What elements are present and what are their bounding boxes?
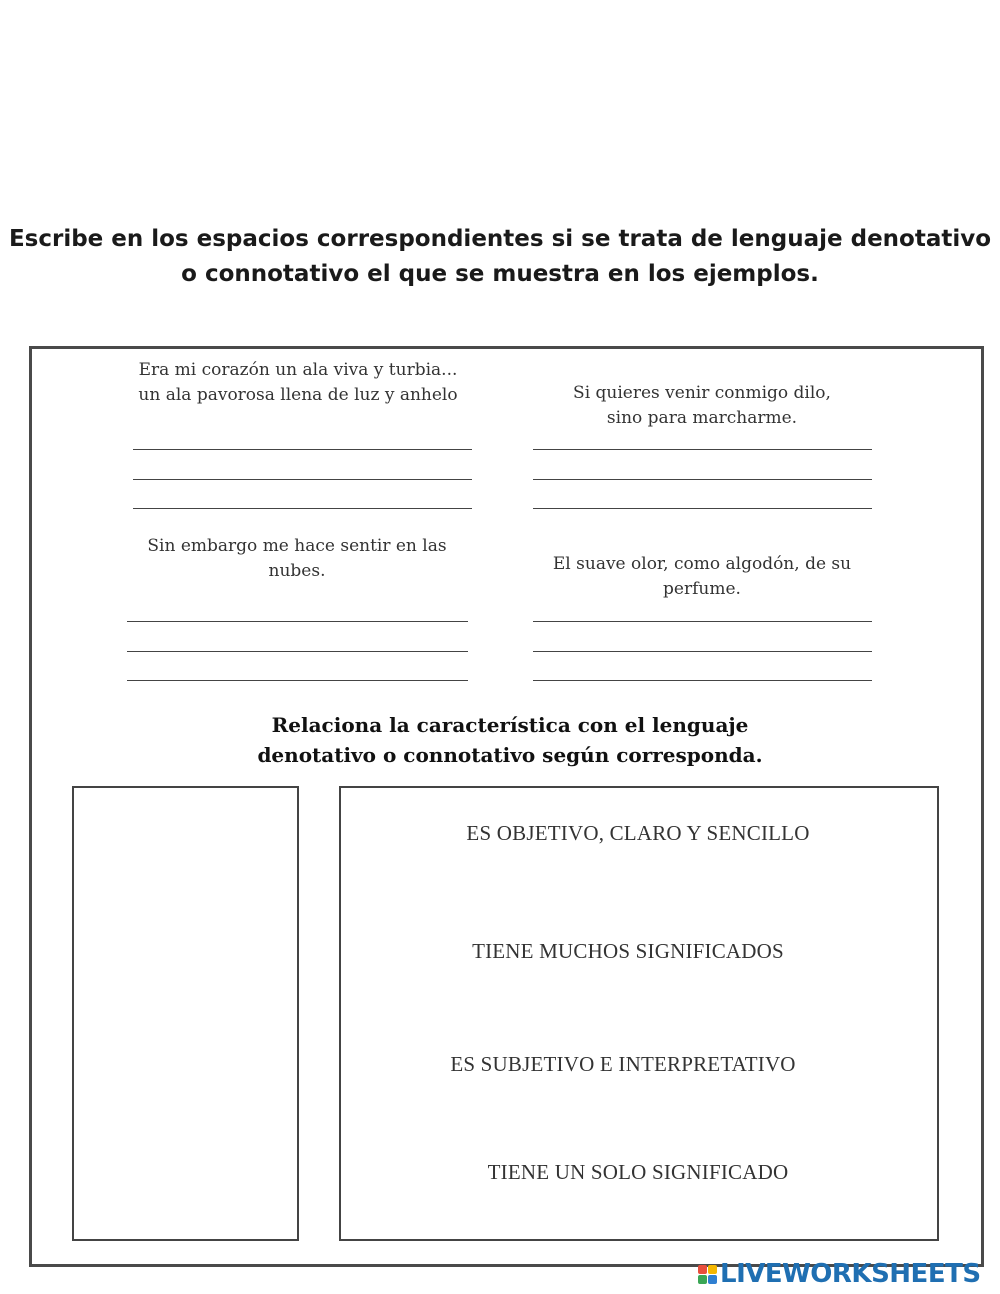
answer-line-4b[interactable] (533, 651, 872, 652)
instruction-line-2: o connotativo el que se muestra en los ejemplos. (181, 261, 819, 287)
answer-drop-box[interactable] (72, 786, 299, 1241)
match-instruction-line-1: Relaciona la característica con el lenguaje (271, 713, 749, 737)
answer-line-4a[interactable] (533, 621, 872, 622)
answer-line-1b[interactable] (133, 479, 472, 480)
example-2-line-2: sino para marcharme. (606, 408, 798, 428)
example-4-line-2: perfume. (663, 579, 741, 599)
example-1 (100, 358, 496, 408)
example-4 (520, 552, 884, 602)
instruction-line-1: Escribe en los espacios correspondientes si se trata de lenguaje denotativo (8, 226, 992, 252)
example-3-line-2: nubes. (268, 561, 326, 581)
match-instruction-line-2: denotativo o connotativo según corresponda. (257, 743, 763, 767)
example-1-line-1: Era mi corazón un ala viva y turbia... (138, 360, 458, 380)
answer-line-2b[interactable] (533, 479, 872, 480)
instruction-text (0, 222, 1000, 292)
answer-line-1c[interactable] (133, 508, 472, 509)
characteristic-item[interactable]: TIENE MUCHOS SIGNIFICADOS (472, 939, 784, 963)
characteristic-item[interactable]: ES OBJETIVO, CLARO Y SENCILLO (466, 821, 810, 845)
characteristic-item[interactable]: TIENE UN SOLO SIGNIFICADO (487, 1160, 789, 1184)
answer-line-4c[interactable] (533, 680, 872, 681)
answer-line-1a[interactable] (133, 449, 472, 450)
liveworksheets-logo-icon (698, 1265, 717, 1284)
example-3 (110, 534, 484, 584)
answer-line-3a[interactable] (127, 621, 468, 622)
example-1-line-2: un ala pavorosa llena de luz y anhelo (138, 385, 458, 405)
answer-line-2a[interactable] (533, 449, 872, 450)
example-2 (520, 381, 884, 431)
liveworksheets-logo (698, 1259, 981, 1289)
characteristic-item[interactable]: ES SUBJETIVO E INTERPRETATIVO (450, 1052, 796, 1076)
answer-line-2c[interactable] (533, 508, 872, 509)
example-4-line-1: El suave olor, como algodón, de su (552, 554, 852, 574)
example-3-line-1: Sin embargo me hace sentir en las (147, 536, 447, 556)
example-2-line-1: Si quieres venir conmigo dilo, (573, 383, 831, 403)
liveworksheets-logo-text: LIVEWORKSHEETS (720, 1259, 981, 1289)
answer-line-3c[interactable] (127, 680, 468, 681)
match-instruction (160, 710, 860, 770)
answer-line-3b[interactable] (127, 651, 468, 652)
